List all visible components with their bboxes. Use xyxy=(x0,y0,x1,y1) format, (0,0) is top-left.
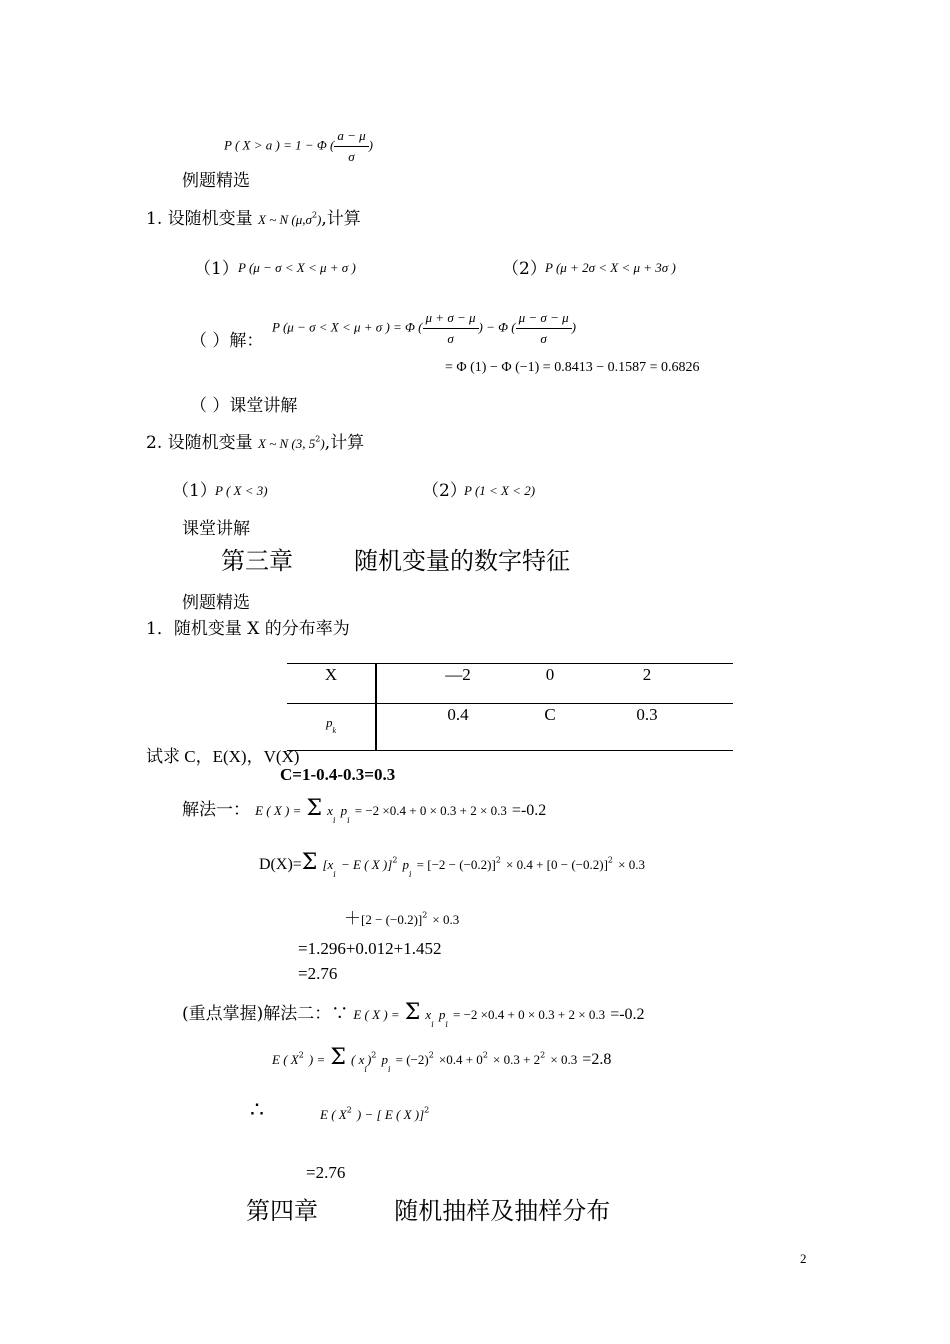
solution-result: = Φ (1) − Φ (−1) = 0.8413 − 0.1587 = 0.6826 xyxy=(445,360,700,375)
example-heading: 例题精选 xyxy=(182,593,250,613)
superscript: 2 xyxy=(424,1105,430,1115)
because-symbol: ∵ xyxy=(331,1004,349,1024)
question-text: 试求 C，E(X)，V(X) xyxy=(146,747,300,766)
second-moment-rhs: × 0.3 xyxy=(550,1052,578,1067)
variance-term: [2 − (−0.2)] xyxy=(361,912,423,927)
p-symbol: p xyxy=(340,803,348,818)
example-2-statement xyxy=(146,428,364,453)
variance-label: D(X)= xyxy=(259,856,302,873)
second-moment-rhs: ×0.4 + 0 xyxy=(438,1052,483,1067)
superscript: 2 xyxy=(311,210,318,220)
paren-close: ) xyxy=(317,212,322,227)
fraction-numerator: μ − σ − μ xyxy=(516,310,572,329)
method-2-label: (重点掌握)解法二： xyxy=(182,1004,332,1024)
variance-formula-term: E ( X xyxy=(320,1107,347,1122)
normal-distribution: X ~ N (μ,σ xyxy=(258,212,312,227)
variance-final-result: =2.76 xyxy=(306,1163,346,1182)
variance-rhs: × 0.3 xyxy=(618,857,645,872)
fraction xyxy=(334,128,368,165)
superscript: 2 xyxy=(371,1050,377,1060)
paren-close: ) xyxy=(571,319,576,335)
variance-rhs: × 0.4 + [0 − (−0.2)] xyxy=(506,857,608,872)
part-1-formula: P ( X < 3) xyxy=(215,483,268,498)
distribution-table xyxy=(287,663,733,751)
subscript: i xyxy=(431,1020,434,1029)
table-cell: C xyxy=(539,704,561,751)
method-1-line xyxy=(182,795,546,825)
formula-lhs: P ( X > a ) = 1 − Φ ( xyxy=(224,137,335,153)
variance-formula xyxy=(320,1104,429,1123)
variance-term: [x xyxy=(322,857,334,872)
subscript: i xyxy=(347,816,350,825)
normal-distribution: X ~ N (3, 5 xyxy=(258,436,316,451)
expectation-rhs: = −2 ×0.4 + 0 × 0.3 + 2 × 0.3 xyxy=(354,803,507,818)
paren-close: ) xyxy=(320,436,325,451)
table-cell: 0.3 xyxy=(561,704,733,751)
table-row xyxy=(287,704,733,751)
compute-label: ,计算 xyxy=(324,433,365,453)
chapter-heading: 第四章 随机抽样及抽样分布 xyxy=(246,1197,611,1225)
fraction-denominator: σ xyxy=(540,331,547,346)
formula-rhs: ) xyxy=(368,137,374,153)
table-cell: 0 xyxy=(539,664,561,704)
fraction-denominator: σ xyxy=(447,331,454,346)
second-moment-line xyxy=(272,1045,611,1074)
superscript: 2 xyxy=(607,855,614,865)
subscript: i xyxy=(387,1065,391,1074)
lecture-label: 课堂讲解 xyxy=(182,519,250,539)
variance-term: − E ( X )] xyxy=(340,857,393,872)
example-2-label: 2. 设随机变量 xyxy=(146,433,253,453)
page-number: 2 xyxy=(800,1251,807,1266)
c-result: C=1-0.4-0.3=0.3 xyxy=(280,765,396,784)
solution-formula xyxy=(272,310,576,347)
example-3-statement: 1．随机变量 X 的分布率为 xyxy=(146,619,350,639)
table-header-pk xyxy=(287,704,376,751)
variance-line-2 xyxy=(344,904,459,929)
superscript: 2 xyxy=(315,434,321,444)
part-1-formula: P (μ − σ < X < μ + σ ) xyxy=(238,260,356,275)
superscript: 2 xyxy=(422,910,428,920)
expectation-rhs: = −2 ×0.4 + 0 × 0.3 + 2 × 0.3 xyxy=(453,1007,606,1022)
subscript: i xyxy=(445,1020,448,1029)
superscript: 2 xyxy=(346,1105,352,1115)
superscript: 2 xyxy=(482,1050,488,1060)
expectation-result: =-0.2 xyxy=(610,1006,645,1023)
subscript: i xyxy=(332,816,336,825)
table-cell: 2 xyxy=(561,664,733,704)
expectation-lhs: E ( X ) = xyxy=(353,1007,400,1022)
second-moment-lhs: E ( X xyxy=(272,1052,299,1067)
part-2-label: （2） xyxy=(422,481,467,501)
superscript: 2 xyxy=(540,1050,546,1060)
pk-symbol: p xyxy=(325,715,333,730)
table-header-x: X xyxy=(287,664,376,704)
subscript: i xyxy=(333,870,336,879)
variance-rhs: = [−2 − (−0.2)] xyxy=(416,857,496,872)
tail-probability-formula xyxy=(224,128,373,165)
fraction-numerator: μ + σ − μ xyxy=(423,310,479,329)
second-moment-rhs: × 0.3 + 2 xyxy=(493,1052,541,1067)
second-moment-lhs: ) = xyxy=(308,1052,326,1067)
fraction xyxy=(423,310,479,347)
variance-result: =2.76 xyxy=(298,964,338,983)
x-symbol: x xyxy=(327,803,333,818)
chapter-heading: 第三章 随机变量的数字特征 xyxy=(221,547,571,575)
paren-close: ) xyxy=(366,1052,372,1067)
sigma-symbol: Σ xyxy=(301,850,318,875)
superscript: 2 xyxy=(392,855,398,865)
example-heading: 例题精选 xyxy=(182,171,250,191)
variance-formula-term: ) − [ E ( X )] xyxy=(356,1107,425,1122)
table-row xyxy=(287,664,733,704)
expectation-lhs: E ( X ) = xyxy=(255,803,302,818)
compute-label: ,计算 xyxy=(321,209,361,229)
plus-sign: ＋ xyxy=(344,909,361,929)
sigma-symbol: Σ xyxy=(306,796,323,821)
variance-line-1 xyxy=(259,850,645,879)
table-cell: 0.4 xyxy=(376,704,539,751)
p-symbol: p xyxy=(381,1052,388,1067)
part-2-formula: P (μ + 2σ < X < μ + 3σ ) xyxy=(545,260,676,275)
part-2-formula: P (1 < X < 2) xyxy=(464,483,536,498)
part-2-label: （2） xyxy=(502,259,547,279)
part-1-label: （1） xyxy=(172,481,217,501)
example-1-label: 1. 设随机变量 xyxy=(146,209,253,229)
example-1-statement xyxy=(146,204,361,229)
x-symbol: x xyxy=(425,1007,432,1022)
subscript: i xyxy=(364,1065,367,1074)
superscript: 2 xyxy=(298,1050,304,1060)
variance-sum: =1.296+0.012+1.452 xyxy=(298,939,442,958)
sigma-symbol: Σ xyxy=(330,1045,346,1070)
second-moment-rhs: = (−2) xyxy=(395,1052,429,1067)
superscript: 2 xyxy=(495,855,501,865)
method-2-line xyxy=(182,999,645,1029)
expectation-result: =-0.2 xyxy=(511,802,547,819)
part-1-label: （1） xyxy=(194,259,239,279)
solution-mid: ) − Φ ( xyxy=(478,319,516,335)
p-symbol: p xyxy=(402,857,410,872)
lecture-label: （ ）课堂讲解 xyxy=(190,396,298,416)
x-symbol: ( x xyxy=(351,1052,365,1067)
therefore-symbol: ∴ xyxy=(250,1098,264,1123)
solution-lhs: P (μ − σ < X < μ + σ ) = Φ ( xyxy=(272,319,423,335)
fraction-numerator: a − μ xyxy=(334,128,368,147)
solution-label: （ ）解： xyxy=(190,331,264,351)
subscript: k xyxy=(332,726,337,735)
variance-term: × 0.3 xyxy=(432,912,460,927)
superscript: 2 xyxy=(428,1050,434,1060)
method-1-label: 解法一： xyxy=(182,800,250,820)
subscript: i xyxy=(409,870,412,879)
fraction-denominator: σ xyxy=(348,149,355,164)
table-cell: —2 xyxy=(376,664,539,704)
second-moment-result: =2.8 xyxy=(582,1051,612,1068)
p-symbol: p xyxy=(438,1007,446,1022)
sigma-symbol: Σ xyxy=(404,1000,421,1025)
fraction xyxy=(516,310,572,347)
